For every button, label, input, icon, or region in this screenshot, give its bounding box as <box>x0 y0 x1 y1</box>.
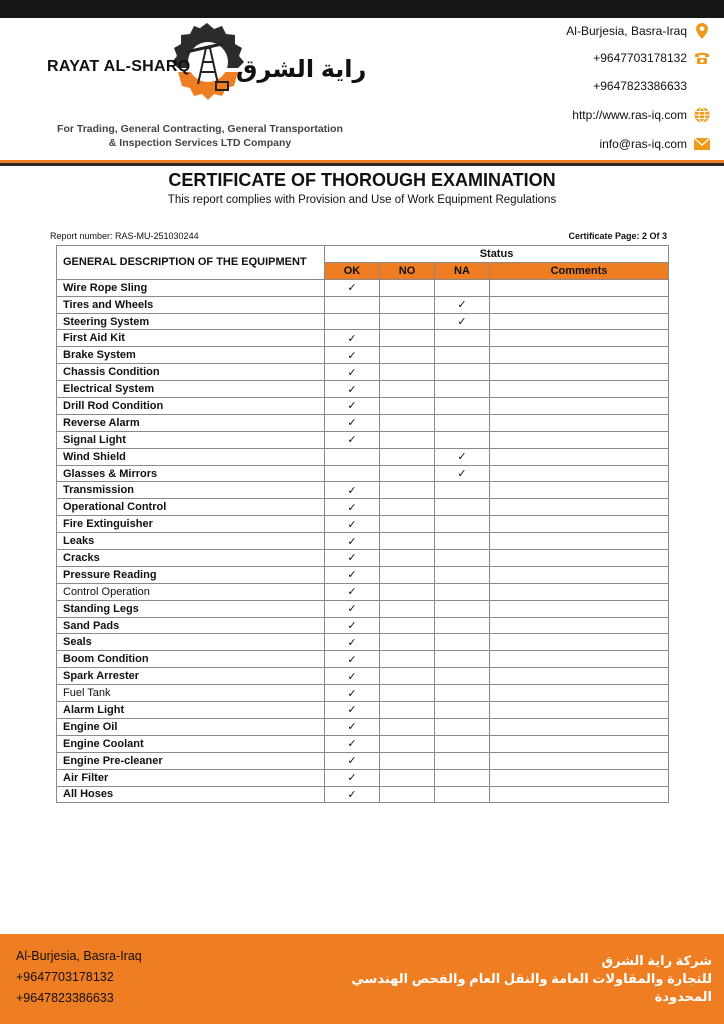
status-no-cell <box>380 296 435 313</box>
status-no-cell <box>380 566 435 583</box>
equipment-item: Tires and Wheels <box>57 296 325 313</box>
comments-cell <box>490 482 669 499</box>
equipment-item: Glasses & Mirrors <box>57 465 325 482</box>
status-no-cell <box>380 752 435 769</box>
status-na-cell <box>435 685 490 702</box>
status-na-cell <box>435 347 490 364</box>
status-no-cell <box>380 668 435 685</box>
comments-cell <box>490 583 669 600</box>
table-row <box>57 752 669 769</box>
comments-cell <box>490 347 669 364</box>
equipment-item: Spark Arrester <box>57 668 325 685</box>
status-no-cell <box>380 769 435 786</box>
status-ok-cell: ✓ <box>325 786 380 803</box>
table-row <box>57 398 669 415</box>
comments-cell <box>490 431 669 448</box>
equipment-item: First Aid Kit <box>57 330 325 347</box>
status-na-cell <box>435 398 490 415</box>
equipment-item: Wire Rope Sling <box>57 279 325 296</box>
status-no-cell <box>380 583 435 600</box>
status-ok-cell <box>325 313 380 330</box>
table-row <box>57 668 669 685</box>
comments-cell <box>490 718 669 735</box>
col-ok-header: OK <box>325 262 380 279</box>
status-ok-cell: ✓ <box>325 651 380 668</box>
equipment-item: Reverse Alarm <box>57 414 325 431</box>
phone-icon <box>694 50 710 66</box>
status-no-cell <box>380 279 435 296</box>
table-row <box>57 330 669 347</box>
equipment-item: Brake System <box>57 347 325 364</box>
status-na-cell <box>435 668 490 685</box>
table-row <box>57 482 669 499</box>
footer-ar-line2: للتجارة والمقاولات العامة والنقل العام والفحص الهندسي <box>351 971 712 986</box>
status-ok-cell: ✓ <box>325 398 380 415</box>
comments-cell <box>490 499 669 516</box>
equipment-item: Control Operation <box>57 583 325 600</box>
table-row <box>57 769 669 786</box>
status-ok-cell: ✓ <box>325 566 380 583</box>
status-no-cell <box>380 651 435 668</box>
table-row <box>57 465 669 482</box>
equipment-table <box>56 245 669 803</box>
status-na-cell <box>435 330 490 347</box>
status-na-cell <box>435 566 490 583</box>
status-na-cell <box>435 735 490 752</box>
tagline-line1: For Trading, General Contracting, General Transportation <box>57 123 343 135</box>
comments-cell <box>490 364 669 381</box>
status-no-cell <box>380 482 435 499</box>
status-no-cell <box>380 364 435 381</box>
status-ok-cell: ✓ <box>325 499 380 516</box>
equipment-item: Engine Coolant <box>57 735 325 752</box>
status-no-cell <box>380 685 435 702</box>
tagline-line2: & Inspection Services LTD Company <box>108 137 292 149</box>
status-na-cell <box>435 769 490 786</box>
equipment-item: Operational Control <box>57 499 325 516</box>
status-ok-cell: ✓ <box>325 769 380 786</box>
comments-cell <box>490 296 669 313</box>
status-ok-cell: ✓ <box>325 617 380 634</box>
table-row <box>57 296 669 313</box>
equipment-item: Pressure Reading <box>57 566 325 583</box>
envelope-icon <box>694 136 710 152</box>
equipment-item: Wind Shield <box>57 448 325 465</box>
status-no-cell <box>380 431 435 448</box>
status-ok-cell <box>325 296 380 313</box>
footer-contacts <box>16 946 142 1009</box>
status-no-cell <box>380 786 435 803</box>
comments-cell <box>490 279 669 296</box>
comments-cell <box>490 668 669 685</box>
table-row <box>57 533 669 550</box>
status-header: Status <box>325 246 669 263</box>
contact-phone-1-text: +9647703178132 <box>593 51 687 65</box>
status-na-cell: ✓ <box>435 296 490 313</box>
footer-phone-1: +9647703178132 <box>16 970 114 984</box>
status-ok-cell: ✓ <box>325 752 380 769</box>
status-na-cell <box>435 279 490 296</box>
col-comments-header: Comments <box>490 262 669 279</box>
table-row <box>57 583 669 600</box>
comments-cell <box>490 414 669 431</box>
top-bar <box>0 0 724 18</box>
comments-cell <box>490 702 669 719</box>
comments-cell <box>490 398 669 415</box>
status-no-cell <box>380 448 435 465</box>
status-na-cell <box>435 550 490 567</box>
comments-cell <box>490 465 669 482</box>
certificate-page: Certificate Page: 2 Of 3 <box>568 231 667 241</box>
status-ok-cell: ✓ <box>325 634 380 651</box>
status-no-cell <box>380 330 435 347</box>
status-na-cell <box>435 600 490 617</box>
status-ok-cell <box>325 465 380 482</box>
table-row <box>57 600 669 617</box>
equipment-item: Transmission <box>57 482 325 499</box>
table-row <box>57 651 669 668</box>
status-ok-cell <box>325 448 380 465</box>
footer-ar-line1: شركة راية الشرق <box>601 953 712 968</box>
status-no-cell <box>380 398 435 415</box>
contact-address-text: Al-Burjesia, Basra-Iraq <box>566 24 687 38</box>
contact-phone-2 <box>593 76 687 96</box>
equipment-item: Cracks <box>57 550 325 567</box>
status-na-cell <box>435 381 490 398</box>
table-row <box>57 279 669 296</box>
table-row <box>57 566 669 583</box>
comments-cell <box>490 533 669 550</box>
status-no-cell <box>380 414 435 431</box>
col-no-header: NO <box>380 262 435 279</box>
comments-cell <box>490 448 669 465</box>
contact-address <box>566 21 710 41</box>
status-ok-cell: ✓ <box>325 381 380 398</box>
table-row <box>57 786 669 803</box>
table-row <box>57 718 669 735</box>
status-na-cell <box>435 617 490 634</box>
footer-ar-line3: المحدودة <box>654 989 712 1004</box>
table-row <box>57 685 669 702</box>
equipment-item: Seals <box>57 634 325 651</box>
globe-icon <box>694 107 710 123</box>
equipment-item: Alarm Light <box>57 702 325 719</box>
status-na-cell: ✓ <box>435 313 490 330</box>
status-na-cell <box>435 533 490 550</box>
contact-website <box>572 105 710 125</box>
footer <box>0 934 724 1024</box>
comments-cell <box>490 769 669 786</box>
location-pin-icon <box>694 23 710 39</box>
table-row <box>57 617 669 634</box>
status-ok-cell: ✓ <box>325 364 380 381</box>
contact-website-text: http://www.ras-iq.com <box>572 108 687 122</box>
equipment-item: Chassis Condition <box>57 364 325 381</box>
status-no-cell <box>380 702 435 719</box>
status-no-cell <box>380 533 435 550</box>
status-na-cell: ✓ <box>435 465 490 482</box>
report-number: Report number: RAS-MU-251030244 <box>50 231 199 241</box>
status-no-cell <box>380 499 435 516</box>
comments-cell <box>490 651 669 668</box>
table-row <box>57 702 669 719</box>
table-header-row <box>57 246 669 263</box>
table-row <box>57 634 669 651</box>
table-row <box>57 347 669 364</box>
status-ok-cell: ✓ <box>325 583 380 600</box>
comments-cell <box>490 600 669 617</box>
status-na-cell <box>435 431 490 448</box>
comments-cell <box>490 381 669 398</box>
status-ok-cell: ✓ <box>325 347 380 364</box>
status-no-cell <box>380 735 435 752</box>
status-ok-cell: ✓ <box>325 482 380 499</box>
equipment-item: Fuel Tank <box>57 685 325 702</box>
status-no-cell <box>380 718 435 735</box>
table-row <box>57 381 669 398</box>
status-no-cell <box>380 600 435 617</box>
contact-phone-2-text: +9647823386633 <box>593 79 687 93</box>
status-na-cell <box>435 786 490 803</box>
status-ok-cell: ✓ <box>325 718 380 735</box>
status-no-cell <box>380 347 435 364</box>
equipment-item: Engine Oil <box>57 718 325 735</box>
equipment-item: Steering System <box>57 313 325 330</box>
status-ok-cell: ✓ <box>325 550 380 567</box>
status-ok-cell: ✓ <box>325 600 380 617</box>
table-row <box>57 364 669 381</box>
footer-company-ar <box>292 952 712 1006</box>
status-ok-cell: ✓ <box>325 533 380 550</box>
equipment-item: Drill Rod Condition <box>57 398 325 415</box>
comments-cell <box>490 617 669 634</box>
table-row <box>57 431 669 448</box>
status-ok-cell: ✓ <box>325 685 380 702</box>
header-divider-dark <box>0 163 724 166</box>
status-na-cell <box>435 414 490 431</box>
footer-address: Al-Burjesia, Basra-Iraq <box>16 949 142 963</box>
comments-cell <box>490 685 669 702</box>
comments-cell <box>490 786 669 803</box>
comments-cell <box>490 566 669 583</box>
status-ok-cell: ✓ <box>325 279 380 296</box>
comments-cell <box>490 516 669 533</box>
status-ok-cell: ✓ <box>325 516 380 533</box>
status-na-cell <box>435 583 490 600</box>
desc-header: GENERAL DESCRIPTION OF THE EQUIPMENT <box>57 246 325 280</box>
col-na-header: NA <box>435 262 490 279</box>
contact-email <box>599 134 710 154</box>
status-no-cell <box>380 465 435 482</box>
status-na-cell <box>435 516 490 533</box>
status-na-cell <box>435 482 490 499</box>
table-row <box>57 499 669 516</box>
page-title: CERTIFICATE OF THOROUGH EXAMINATION <box>168 170 556 190</box>
status-ok-cell: ✓ <box>325 735 380 752</box>
status-no-cell <box>380 313 435 330</box>
equipment-item: Fire Extinguisher <box>57 516 325 533</box>
comments-cell <box>490 634 669 651</box>
table-row <box>57 448 669 465</box>
table-row <box>57 735 669 752</box>
status-no-cell <box>380 381 435 398</box>
table-row <box>57 516 669 533</box>
status-ok-cell: ✓ <box>325 431 380 448</box>
equipment-item: Standing Legs <box>57 600 325 617</box>
status-na-cell <box>435 752 490 769</box>
page-subtitle: This report complies with Provision and Use of Work Equipment Regulations <box>167 194 557 206</box>
status-no-cell <box>380 634 435 651</box>
comments-cell <box>490 752 669 769</box>
status-na-cell <box>435 499 490 516</box>
footer-phone-2: +9647823386633 <box>16 991 114 1005</box>
company-name-en: RAYAT AL-SHARQ <box>47 58 191 75</box>
table-row <box>57 313 669 330</box>
status-na-cell <box>435 718 490 735</box>
table-row <box>57 414 669 431</box>
equipment-item: Sand Pads <box>57 617 325 634</box>
status-ok-cell: ✓ <box>325 702 380 719</box>
comments-cell <box>490 313 669 330</box>
status-ok-cell: ✓ <box>325 668 380 685</box>
comments-cell <box>490 735 669 752</box>
status-na-cell <box>435 364 490 381</box>
status-ok-cell: ✓ <box>325 414 380 431</box>
status-ok-cell: ✓ <box>325 330 380 347</box>
company-tagline <box>40 122 360 150</box>
contact-phone-1 <box>593 48 710 68</box>
status-no-cell <box>380 617 435 634</box>
equipment-item: Air Filter <box>57 769 325 786</box>
equipment-item: All Hoses <box>57 786 325 803</box>
status-na-cell <box>435 702 490 719</box>
status-no-cell <box>380 516 435 533</box>
status-na-cell: ✓ <box>435 448 490 465</box>
contact-email-text: info@ras-iq.com <box>599 137 687 151</box>
status-na-cell <box>435 651 490 668</box>
status-no-cell <box>380 550 435 567</box>
comments-cell <box>490 550 669 567</box>
table-row <box>57 550 669 567</box>
equipment-item: Electrical System <box>57 381 325 398</box>
equipment-item: Leaks <box>57 533 325 550</box>
company-name-ar: راية الشرق <box>236 56 367 83</box>
equipment-item: Engine Pre-cleaner <box>57 752 325 769</box>
equipment-item: Signal Light <box>57 431 325 448</box>
equipment-item: Boom Condition <box>57 651 325 668</box>
comments-cell <box>490 330 669 347</box>
status-na-cell <box>435 634 490 651</box>
